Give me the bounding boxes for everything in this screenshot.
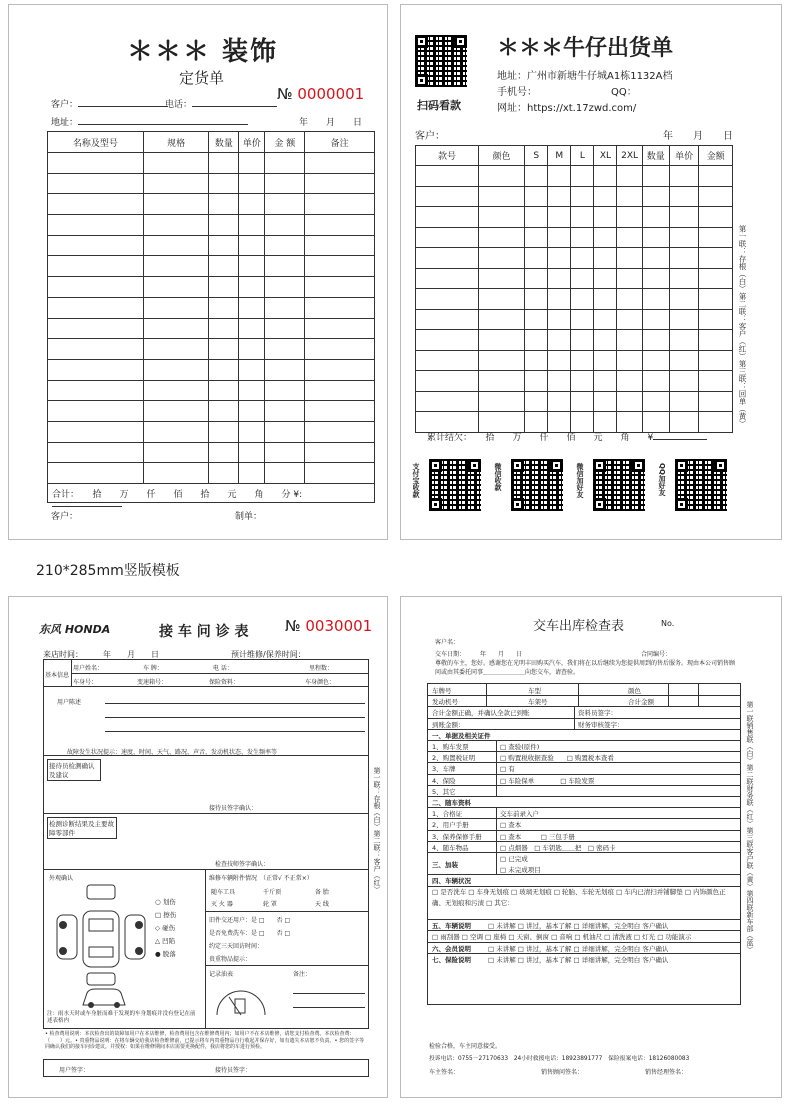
column-header: M [548,146,571,166]
website-text: 网址：https://xt.17zwd.com/ [497,103,637,114]
section-heading: 三、加装 [432,861,458,869]
cell-text: 1、购车发票 [432,743,469,751]
base-label: 基本信息 [45,672,70,679]
legend-item: ◇ 碰伤 [155,924,176,932]
table-row [48,442,375,463]
section-heading: 六、会员说明 [432,944,471,953]
qr-code [675,459,727,511]
customer-field: 客户： [51,97,168,110]
attachment-item: 灭 火 器 [211,901,233,908]
column-header: L [571,146,594,166]
cell-text: □ 查本 □ 三包手册 [500,832,575,841]
table-row [416,227,733,248]
debt-row: 累计结欠： 拾 万 仟 佰 元 角 ¥ [427,430,707,443]
cell-text: □ 查本 [500,821,522,830]
form-title: ＊＊＊ 装饰 [127,37,279,67]
section-heading: 二、随车资料 [432,799,471,807]
cell-text: 4、保险 [432,776,456,785]
order-table [47,131,375,484]
fuel-gauge-icon [211,981,271,1021]
table-row [48,194,375,215]
table-row [416,289,733,310]
column-header: 规格 [143,132,209,153]
table-row [48,421,375,442]
table-row [48,153,375,174]
section-heading: 一、单据及相关证件 [432,731,491,740]
table-row [416,391,733,412]
copy-note: 第一联：存根（白）第二联：客户（红） [373,767,381,893]
attach-label: 维修车辆附件情况 （正常√ 不正常×） [209,875,313,882]
cell-text: □ 已完成 [500,855,528,863]
column-header: 单价 [669,146,698,166]
cell-text: 交车前录入户 [500,810,539,819]
form-title: 接 车 问 诊 表 [159,624,249,640]
cell-text: □ 未讲解 □ 讲过，基本了解 □ 详细讲解，完全明白 客户确认 [488,922,669,931]
form-subtitle: 定货单 [179,69,225,87]
attachment-item: 随车工具 [211,889,236,896]
shipping-table [415,145,733,433]
table-row [416,412,733,433]
cell-text: 发动机号 [432,698,458,707]
cell-text: 3、车牌 [432,765,456,774]
form-title: 交车出库检查表 [533,619,625,634]
column-header: 单价 [239,132,265,153]
order-number: № 0000001 [277,85,365,103]
table-row [48,297,375,318]
column-header: 数量 [209,132,239,153]
car-diagram-icon [53,881,149,989]
order-form-card [8,4,388,540]
column-header: XL [594,146,617,166]
phone-text: 手机号： [497,87,537,98]
scan-label: 扫码看款 [417,99,461,112]
cell-text: 颜色 [628,687,641,695]
section-heading: 五、车辆说明 [432,922,471,931]
attachment-item: 轮 罩 [263,901,277,908]
table-row [416,186,733,207]
cell-text: 资料员签字： [578,709,617,718]
attachment-item: 备 胎 [315,889,329,896]
arrive-time: 来店时间： 年 月 日 [43,650,159,659]
desc-label: 用户陈述 [57,699,82,706]
cell-text: 5、其它 [432,787,456,796]
check-table [427,683,741,1005]
customer-sign: 客户： [51,512,79,522]
column-header: 2XL [617,146,642,166]
table-row [416,207,733,228]
cell-text: 合计金额正确，并确认全款已到账 [432,709,530,718]
diag-box: 检测诊断结果及主要故障零部件 [47,817,117,839]
table-row [416,268,733,289]
column-header: 金 额 [265,132,305,153]
address-field: 地址： [51,115,248,128]
legend-item: ● 脱落 [155,950,176,958]
column-header: 数量 [642,146,669,166]
table-row [48,380,375,401]
table-row [48,256,375,277]
cell-text: □ 未讲解 □ 讲过，基本了解 □ 详细讲解，完全明白 客户确认 [488,955,669,964]
cell-text: □ 雨刮器 □ 空调 □ 座椅 □ 天窗、倒窗 □ 音响 □ 机油尺 □ 清洗液 □ 灯光 □ 功能演示 [432,933,692,942]
table-row [48,215,375,236]
legend-item: △ 凹陷 [155,937,176,945]
check-box: 接待员检测确认及建议 [47,759,101,781]
table-row [416,371,733,392]
date-field: 年 月 日 [663,131,733,142]
section-heading: 七、保险说明 [432,955,471,964]
qr-code [415,35,467,87]
column-header: 款号 [416,146,479,166]
cell-text: 车牌号 [432,687,452,695]
cell-text: 车架号 [528,698,548,707]
delivery-check-card: 交车出库检查表 No. 客户名： 交车日期： 年 月 日 合同编号： 尊敬的车主，您好。感谢您在光明丰田购买汽车，我们将在以后继续为您提供周到的售后服务。现由本公司销售顾问或由其委托同事＿＿＿＿＿＿＿向您交车，请查验。 车牌号 车型 颜色 发动机号 车架号 合计金额 合计金额正确，并确认全款已到账 资料员签字： 到账金额： 财务审核签字： 一、单据及相关证件 1、购车发票 □ 查验(原件) 2、购置税证明 □ 购置税收据查验 □ 购置税本查看 3、车牌 □ 有 4、保险 □ 车险保单 □ 车险发票 5、其它 二、随车资料 1、合格证 交车前录入户 2、用户手册 □ 查本 3、保养保修手册 □ 查本 □ 三包手册 4、随车物品 □ 点烟器 □ 车钥匙＿＿把 □ 密码卡 三、加装 □ 已完成 □ 未完成项目 四、车辆状况 □ 是否洗车 □ 车身无划痕 □ 玻璃无划痕 □ 轮胎、车轮无划痕 □ 车内已清扫并铺脚垫 □ 内饰颜色正确、无划痕和污渍 □ 其它： 五、车辆说明 □ 未讲解 □ 讲过，基本了解 □ 详细讲解，完全明白 客户确认 □ 雨刮器 □ 空调 □ 座椅 □ 天窗、倒窗 □ 音响 □ 机油尺 □ 清洗液 □ 灯光 □ 功能演示 六、会员说明 □ 未讲解 □ 讲过，基本了解 □ 详细讲解，完全明白 客户确认 七、保险说明 □ 未讲解 □ 讲过，基本了解 □ 详细讲解，完全明白 客户确认 检验合格，车主同意接受。 投诉电话：0755－27170633 24小时救援电话：18923891777 保险报案电话：18126080083 车主签名： 销售顾问签名： 销售经理签名： 第一联销售联（白）第二联财务联（红）第三联客户联（黄）第四联新车部（蓝） [400,596,782,1098]
table-row [48,318,375,339]
exterior-label: 外观确认 [49,875,74,882]
cell-text: □ 未讲解 □ 讲过，基本了解 □ 详细讲解，完全明白 客户确认 [488,944,669,953]
customer-field: 客户： [415,131,445,142]
cell-text: 到账金额： [432,720,465,729]
table-row [48,235,375,256]
qr-label: 微信收款 [494,463,502,491]
column-header: 名称及型号 [48,132,144,153]
column-header: S [525,146,548,166]
qr-code [511,459,563,511]
cell-text: 财务审核签字： [578,720,624,729]
qq-text: QQ： [611,87,637,98]
shipping-form-card [400,4,782,540]
qr-label: QQ加好友 [658,463,666,496]
cell-text: 车型 [528,687,541,695]
column-header: 金额 [699,146,733,166]
qr-label: 微信加好友 [576,463,584,498]
table-row [48,339,375,360]
phone-field: 电话： [165,97,277,110]
table-row [416,330,733,351]
vehicle-status: □ 是否洗车 □ 车身无划痕 □ 玻璃无划痕 □ 轮胎、车轮无划痕 □ 车内已清扫并铺脚垫 □ 内饰颜色正确、无划痕和污渍 □ 其它： [432,887,726,907]
cell-text: □ 未完成项目 [500,866,541,875]
qr-code [593,459,645,511]
cell-text: 2、用户手册 [432,821,469,830]
copy-note: 第一联销售联（白）第二联财务联（红）第三联客户联（黄）第四联新车部（蓝） [746,701,754,953]
reception-form-card: 东风 HONDA 接 车 问 诊 表 № 0030001 来店时间： 年 月 日 预计维修/保养时间： 基本信息 用户姓名： 车 牌： 电 话： 里程数： 车身号： 变速箱号： 保险资料： 车身颜色： 用户陈述 故障发生状况提示：速度、时间、天气、路况、声音、发动机状态、发生频率等 接待员检测确认及建议 接待员签字确认： 检测诊断结果及主要故障零部件 检查技师签字确认： 外观确认 ○ 划伤 □ 擦伤 ◇ 碰伤 △ 凹陷 ● 脱落 维修车辆附件情况 （正常√ 不正常×） 随车工具 千斤顶 备 胎 灭 火 器 轮 罩 天 线 旧件交还用户：是 □ 否 □ 是否免费洗车：是 □ 否 □ 约定三天回访时间： 贵重物品提示： 记录油表 备注： 注：雨水天时或车身脏而难于发现的车身划痕并没有登记在前述表格内 • 检查费用说明：本次检查出的故障如用户在本店维修，检查费用包含在维修费用内；如用户不在本店维修，请您支付检查费。本次检查费：（ ）元。• 贵重物品说明：在将车辆交给我店检查维修前，已提示将车内贵重物品自行收起并保存好，如有遗失本店恕不负责。• 您的签字等同确认我们的接车问诊建议，并授权：如果在维修期间本店需要更换配件，我店将您的车进行预检。 用户签字： 接待员签字： 第一联：存根（白）第二联：客户（红） [8,596,388,1098]
fault-hint: 故障发生状况提示：速度、时间、天气、路况、声音、发动机状态、发生频率等 [67,749,278,756]
form-number: № 0030001 [285,617,373,635]
cell-text: □ 有 [500,765,515,774]
table-row [416,350,733,371]
legend-item: □ 擦伤 [155,911,177,919]
table-row [48,463,375,484]
copy-note: 第一联：存根（白）第二联：客户（红）第三联：回单（黄） [738,225,747,428]
table-row [416,248,733,269]
cell-text: 4、随车物品 [432,843,469,852]
table-row [416,309,733,330]
column-header: 颜色 [478,146,524,166]
total-row: 合计： 拾 万 仟 佰 拾 元 角 分 ¥: [47,483,375,503]
table-row [48,359,375,380]
cell-text: 合计金额 [628,698,654,707]
cell-text: □ 车险保单 □ 车险发票 [500,776,595,785]
maker-sign: 制单： [235,512,263,522]
car-front-icon [79,987,129,1009]
legend-item: ○ 划伤 [155,898,176,906]
qr-label: 支付宝收款 [412,463,420,498]
note-text: 注：雨水天时或车身脏而难于发现的车身划痕并没有登记在前述表格内 [47,1011,196,1024]
cell-text: □ 点烟器 □ 车钥匙＿＿把 □ 密码卡 [500,843,616,852]
form-title: ＊＊＊牛仔出货单 [497,36,674,61]
attachment-item: 千斤顶 [263,889,282,896]
date-field: 年 月 日 [299,118,363,128]
fine-print: • 检查费用说明：本次检查出的故障如用户在本店维修，检查费用包含在维修费用内；如用户不在本店维修，请您支付检查费。本次检查费：（ ）元。• 贵重物品说明：在将车辆交给我店检查维修前，已提示将车内贵重物品自行收起并保存好，如有遗失本店恕不负责。• 您的签字等同确认我们的接车问诊建议，并授权：如果在维修期间本店需要更换配件，我店将您的车进行预检。 [45,1031,365,1050]
table-row [416,166,733,187]
qr-code [429,459,481,511]
template-caption: 210*285mm竖版模板 [36,563,180,579]
cell-text: □ 购置税收据查验 □ 购置税本查看 [500,754,614,763]
expect-time: 预计维修/保养时间： [231,650,306,659]
table-row [48,277,375,298]
cell-text: 1、合格证 [432,810,463,819]
address-text: 地址：广州市新塘牛仔城A1栋1132A档 [497,71,673,82]
cell-text: 3、保养保修手册 [432,832,482,841]
section-heading: 四、车辆状况 [432,877,471,886]
column-header: 备注 [305,132,375,153]
table-row [48,401,375,422]
brand-logo: 东风 HONDA [39,623,111,636]
cell-text: 2、购置税证明 [432,754,476,763]
attachment-item: 天 线 [315,901,329,908]
cell-text: □ 查验(原件) [500,743,540,751]
table-row [48,173,375,194]
